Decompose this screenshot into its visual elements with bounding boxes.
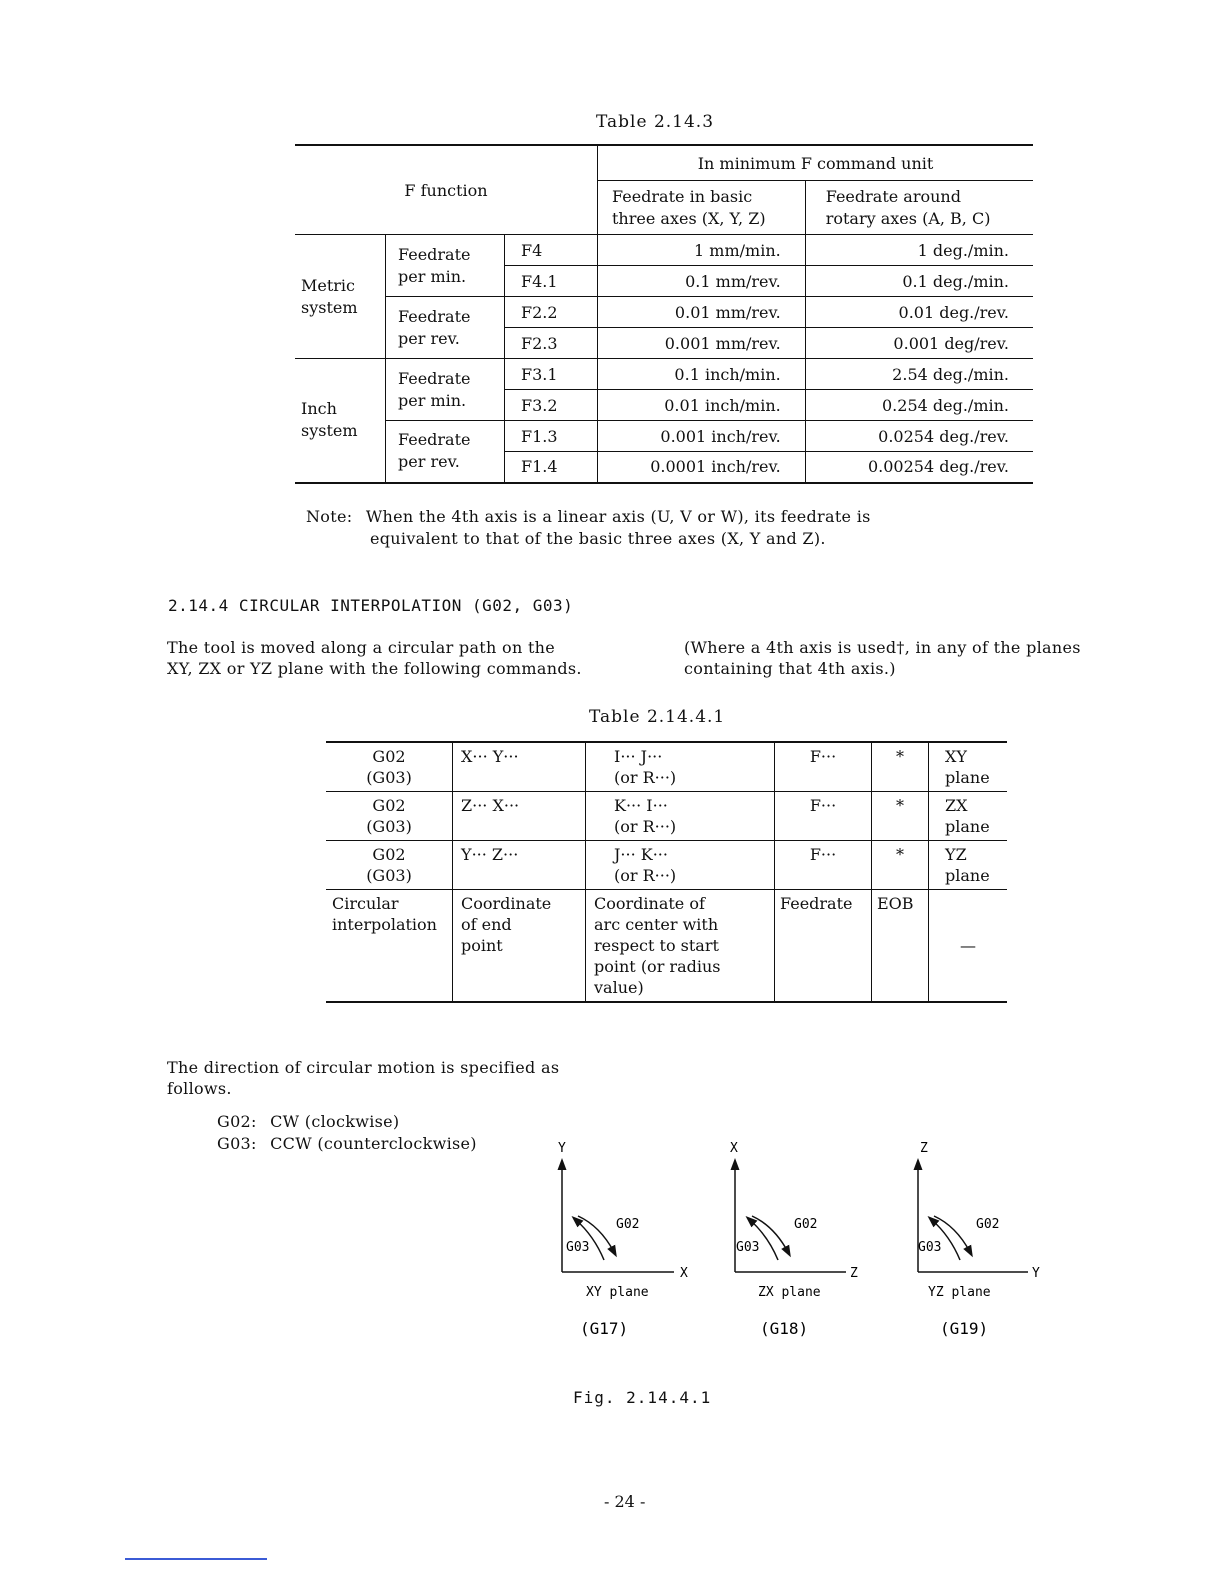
header-rotary-l2: rotary axes (A, B, C) — [825, 208, 991, 228]
g03-line — [217, 1133, 477, 1154]
code-cell: F4 — [505, 235, 598, 266]
desc-arc-center: Coordinate of arc center with respect to start point (or radius value) — [586, 890, 775, 1003]
intro-right-l1: (Where a 4th axis is used†, in any of the planes — [684, 638, 1081, 657]
metric-label: Metric — [301, 275, 356, 295]
intro-left-l1: The tool is moved along a circular path on the — [167, 638, 556, 657]
per-min-label: per min. — [398, 390, 467, 410]
center-cell: K··· I··· (or R···) — [586, 792, 775, 841]
note — [306, 506, 871, 550]
code-cell: F1.4 — [505, 452, 598, 483]
center-cell: I··· J··· (or R···) — [586, 742, 775, 792]
circular-interpolation-table — [326, 741, 1007, 1003]
plane-label: YZ plane — [928, 1285, 991, 1300]
feedrate-label: Feedrate — [398, 244, 471, 264]
code-cell: F2.3 — [505, 328, 598, 359]
cw-label: G02 — [616, 1217, 640, 1232]
page-number: - 24 - — [604, 1492, 646, 1511]
plane-code: (G18) — [760, 1319, 809, 1338]
zx-plane-diagram — [730, 1141, 858, 1338]
eob-cell: * — [872, 841, 929, 890]
code-cell: F2.2 — [505, 297, 598, 328]
feedrate-label: Feedrate — [398, 430, 471, 450]
feed-cell: F··· — [775, 742, 872, 792]
direction-l2: follows. — [167, 1079, 232, 1098]
code-cell: F3.1 — [505, 359, 598, 390]
desc-feedrate: Feedrate — [775, 890, 872, 1003]
note-label: Note: — [306, 507, 353, 526]
feedrate-label: Feedrate — [398, 306, 471, 326]
feedrate-per-rev-cell — [386, 421, 505, 483]
plane-code: (G17) — [580, 1319, 629, 1338]
system-label: system — [301, 297, 358, 317]
plane-cell: ZX plane — [929, 792, 1008, 841]
plane-label: ZX plane — [758, 1285, 821, 1300]
table-caption: Table 2.14.3 — [596, 112, 715, 132]
g03-desc: CCW (counterclockwise) — [270, 1134, 477, 1153]
inch-system-cell — [295, 359, 386, 483]
basic-value-cell: 0.01 mm/rev. — [598, 297, 806, 328]
xy-plane-diagram — [558, 1141, 688, 1338]
plane-cell: YZ plane — [929, 841, 1008, 890]
basic-value-cell: 0.1 mm/rev. — [598, 266, 806, 297]
plane-code: (G19) — [940, 1319, 989, 1338]
desc-circular: Circular interpolation — [326, 890, 453, 1003]
rotary-value-cell: 1 deg./min. — [805, 235, 1033, 266]
inch-label: Inch — [301, 399, 337, 419]
intro-left-l2: XY, ZX or YZ plane with the following commands. — [167, 659, 582, 678]
code-cell: F1.3 — [505, 421, 598, 452]
coord-cell: X··· Y··· — [453, 742, 586, 792]
v-axis-label: Y — [558, 1141, 566, 1156]
section-heading: 2.14.4 CIRCULAR INTERPOLATION (G02, G03) — [168, 596, 574, 615]
feed-cell: F··· — [775, 792, 872, 841]
ccw-label: G03 — [566, 1240, 590, 1255]
header-basic-l1: Feedrate in basic — [612, 186, 753, 206]
gcode-cell: G02 (G03) — [326, 841, 453, 890]
table-caption: Table 2.14.4.1 — [589, 707, 726, 727]
direction-l1: The direction of circular motion is specified as — [167, 1058, 560, 1077]
h-axis-label: X — [680, 1266, 688, 1281]
yz-plane-diagram — [918, 1141, 1040, 1338]
gcode-cell: G02 (G03) — [326, 792, 453, 841]
header-min-unit: In minimum F command unit — [598, 145, 1034, 181]
system-label: system — [301, 421, 358, 441]
note-line1: When the 4th axis is a linear axis (U, V or W), its feedrate is — [365, 507, 871, 526]
per-min-label: per min. — [398, 266, 467, 286]
rotary-value-cell: 0.254 deg./min. — [805, 390, 1033, 421]
intro-left — [167, 637, 582, 679]
g02-line — [217, 1111, 399, 1132]
basic-value-cell: 1 mm/min. — [598, 235, 806, 266]
metric-system-cell — [295, 235, 386, 359]
desc-coordinate: Coordinate of end point — [453, 890, 586, 1003]
g02-label: G02: — [217, 1112, 257, 1131]
coord-cell: Z··· X··· — [453, 792, 586, 841]
plane-diagrams — [520, 1130, 1060, 1350]
note-line2: equivalent to that of the basic three axes (X, Y and Z). — [370, 529, 826, 548]
center-cell: J··· K··· (or R···) — [586, 841, 775, 890]
desc-eob: EOB — [872, 890, 929, 1003]
per-rev-label: per rev. — [398, 452, 460, 472]
header-rotary-axes — [805, 181, 1033, 235]
rotary-value-cell: 0.001 deg/rev. — [805, 328, 1033, 359]
coord-cell: Y··· Z··· — [453, 841, 586, 890]
rotary-value-cell: 0.0254 deg./rev. — [805, 421, 1033, 452]
header-basic-axes — [598, 181, 806, 235]
gcode-cell: G02 (G03) — [326, 742, 453, 792]
code-cell: F3.2 — [505, 390, 598, 421]
footer-rule — [125, 1558, 267, 1560]
ccw-label: G03 — [736, 1240, 760, 1255]
plane-label: XY plane — [586, 1285, 649, 1300]
header-f-function: F function — [295, 145, 598, 235]
header-basic-l2: three axes (X, Y, Z) — [612, 208, 766, 228]
basic-value-cell: 0.001 mm/rev. — [598, 328, 806, 359]
cw-label: G02 — [976, 1217, 1000, 1232]
rotary-value-cell: 0.00254 deg./rev. — [805, 452, 1033, 483]
basic-value-cell: 0.001 inch/rev. — [598, 421, 806, 452]
feedrate-per-min-cell — [386, 235, 505, 297]
figure-caption: Fig. 2.14.4.1 — [573, 1388, 712, 1407]
header-rotary-l1: Feedrate around — [825, 186, 961, 206]
code-cell: F4.1 — [505, 266, 598, 297]
rotary-value-cell: 0.1 deg./min. — [805, 266, 1033, 297]
basic-value-cell: 0.0001 inch/rev. — [598, 452, 806, 483]
eob-cell: * — [872, 742, 929, 792]
h-axis-label: Y — [1032, 1266, 1040, 1281]
intro-right — [684, 637, 1081, 679]
feedrate-label: Feedrate — [398, 368, 471, 388]
g02-desc: CW (clockwise) — [270, 1112, 400, 1131]
per-rev-label: per rev. — [398, 328, 460, 348]
v-axis-label: Z — [920, 1141, 928, 1156]
desc-dash: — — [929, 890, 1008, 1003]
basic-value-cell: 0.01 inch/min. — [598, 390, 806, 421]
feedrate-per-min-cell — [386, 359, 505, 421]
rotary-value-cell: 2.54 deg./min. — [805, 359, 1033, 390]
plane-cell: XY plane — [929, 742, 1008, 792]
feedrate-table — [295, 144, 1033, 484]
v-axis-label: X — [730, 1141, 738, 1156]
intro-right-l2: containing that 4th axis.) — [684, 659, 896, 678]
feedrate-per-rev-cell — [386, 297, 505, 359]
eob-cell: * — [872, 792, 929, 841]
basic-value-cell: 0.1 inch/min. — [598, 359, 806, 390]
ccw-label: G03 — [918, 1240, 942, 1255]
feed-cell: F··· — [775, 841, 872, 890]
g03-label: G03: — [217, 1134, 257, 1153]
h-axis-label: Z — [850, 1266, 858, 1281]
rotary-value-cell: 0.01 deg./rev. — [805, 297, 1033, 328]
cw-label: G02 — [794, 1217, 818, 1232]
direction-text — [167, 1057, 559, 1099]
